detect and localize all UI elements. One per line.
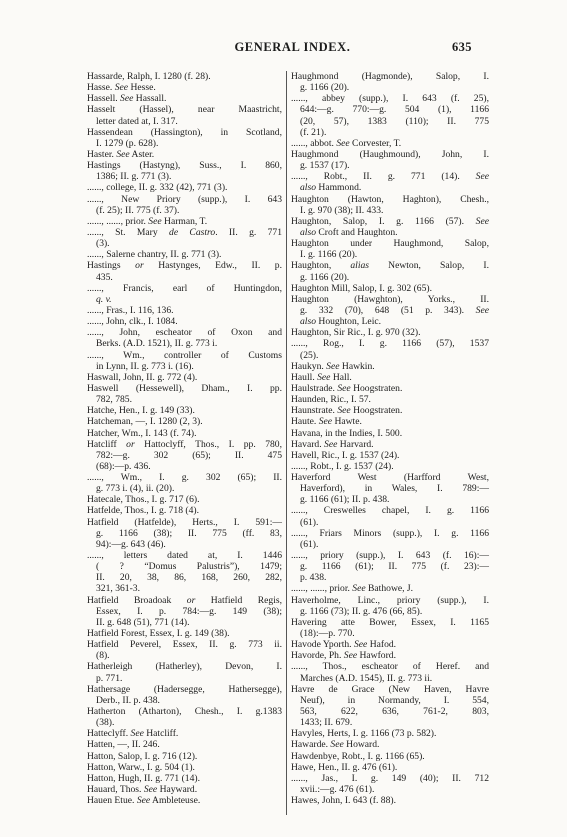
index-entry [291, 762, 489, 773]
index-entry-line: g. 1537 (17). [300, 160, 350, 172]
index-entry [87, 428, 282, 439]
index-entry-line: I. g. 970 (38); II. 433. [300, 204, 384, 216]
index-entry-line: also Houghton, Leic. [300, 316, 382, 328]
index-entry-line: (f. 25); II. 775 (f. 37). [96, 204, 180, 216]
index-entry [87, 505, 282, 516]
index-entry-line: Havering atte Bower, Essex, I. 1165 [291, 616, 489, 628]
index-entry [87, 494, 282, 505]
index-entry [291, 260, 489, 282]
index-entry [291, 751, 489, 762]
index-entry-line: Hatfield Broadoak or Hatfield Regis, [87, 594, 283, 606]
index-entry [291, 650, 489, 661]
index-entry [291, 93, 489, 138]
index-entry-line: Haughton, alias Newton, Salop, I. [291, 260, 489, 272]
index-entry-line: Hatherton (Atharton), Chesh., I. g.1383 [87, 706, 282, 718]
index-entry-line: Hatcheman, —, I. 1280 (2, 3). [87, 416, 203, 428]
index-column-left [87, 71, 282, 806]
index-entry-line: Haughton under Haughmond, Salop, [291, 238, 489, 250]
index-entry-line: Haverholme, Linc., priory (supp.), I. [291, 594, 489, 606]
index-entry [291, 405, 489, 416]
index-entry [87, 283, 282, 305]
index-entry-line: Haunstrate. See Hoogstraten. [291, 405, 403, 417]
index-entry [87, 350, 282, 372]
index-entry-line: Havode Yporth. See Hafod. [291, 639, 397, 651]
index-entry [87, 149, 282, 160]
index-entry-line: I. g. 1166 (20). [300, 249, 358, 261]
index-entry [87, 227, 282, 249]
index-entry-line: 1386; II. g. 771 (3). [96, 171, 172, 183]
index-entry-line: also Croft and Haughton. [300, 226, 398, 238]
index-entry-line: I. 1279 (p. 628). [96, 137, 159, 149]
index-entry-line: letter dated at, I. 317. [96, 115, 178, 127]
index-entry-line: ......, letters dated at, I. 1446 [87, 550, 282, 562]
index-entry [87, 93, 282, 104]
index-entry-line: ......, Friars Minors (supp.), I. g. 1166 [291, 527, 489, 539]
page-title: GENERAL INDEX. [234, 40, 351, 54]
index-entry-line: 435. [96, 271, 113, 283]
index-entry-line: Hassarde, Ralph, I. 1280 (f. 28). [87, 71, 211, 82]
index-entry [87, 82, 282, 93]
index-entry [291, 138, 489, 149]
index-entry-line: Haughton Mill, Salop, I. g. 302 (65). [291, 282, 432, 294]
index-entry [291, 684, 489, 729]
index-entry-line: Havana, in the Indies, I. 500. [291, 427, 403, 439]
index-entry-line: Haunden, Ric., I. 57. [291, 394, 371, 406]
index-entry-line: 94):—g. 643 (46). [96, 538, 166, 550]
index-entry-line: g. 1166 (20). [300, 82, 350, 94]
index-entry-line: g. 332 (70), 648 (51 p. 343). See [300, 304, 489, 316]
index-entry-line: Hatfield Forest, Essex, I. g. 149 (38). [87, 628, 230, 640]
index-entry-line: Hatfelde, Thos., I. g. 718 (4). [87, 505, 199, 517]
index-entry [291, 294, 489, 327]
index-entry [87, 784, 282, 795]
index-entry-line: Hastings (Hastyng), Suss., I. 860, [87, 160, 282, 172]
index-entry [291, 416, 489, 427]
index-entry-line: Hatton, Salop, I. g. 716 (12). [87, 750, 198, 762]
index-entry [291, 461, 489, 472]
index-entry-line: Hatcliff or Hattoclyff, Thos., I. pp. 780, [87, 438, 282, 450]
index-entry-line: Derb., II. p. 438. [96, 694, 160, 706]
index-entry [291, 739, 489, 750]
index-entry-line: ......, Wm., I. g. 302 (65); II. [87, 472, 282, 484]
index-entry [87, 728, 282, 739]
index-entry-line: (18):—p. 770. [300, 628, 355, 640]
index-entry-line: Haverford West (Harfford West, [291, 472, 489, 484]
index-entry-line: Havorde, Ph. See Hawford. [291, 650, 396, 662]
index-entry [291, 372, 489, 383]
index-entry-line: Haughmond (Hagmonde), Salop, I. [291, 71, 489, 82]
index-entry-line: Berks. (A.D. 1521), II. g. 773 i. [96, 338, 218, 350]
index-entry-line: (68):—p. 436. [96, 460, 151, 472]
index-entry [291, 394, 489, 405]
index-entry [87, 182, 282, 193]
index-entry [291, 171, 489, 193]
index-entry-line: g. 1166 (61); II. p. 438. [300, 494, 390, 506]
index-entry-line: Haull. See Hall. [291, 371, 352, 383]
index-entry-line: Hatche, Hen., I. g. 149 (33). [87, 405, 195, 417]
index-entry [87, 305, 282, 316]
index-entry-line: ......, college, II. g. 332 (42), 771 (3). [87, 182, 228, 194]
index-entry-line: Neuf), in Normandy, I. 554, [300, 694, 489, 706]
index-entry [87, 216, 282, 227]
index-entry-line: Hawe, Hen., II. g. 476 (61). [291, 761, 398, 773]
index-entry [87, 194, 282, 216]
index-entry [291, 238, 489, 260]
index-entry-line: also Hammond. [300, 182, 362, 194]
index-entry [87, 71, 282, 82]
index-entry [87, 405, 282, 416]
index-entry-line: ......, Creswelles chapel, I. g. 1166 [291, 505, 489, 517]
index-entry [291, 338, 489, 360]
index-entry [291, 450, 489, 461]
index-entry-line: Haughmond (Haughmound), John, I. [291, 148, 489, 160]
index-entry-line: 782, 785. [96, 394, 132, 406]
index-entry-line: Essex, I. p. 784:—g. 149 (38); [96, 605, 282, 617]
index-entry-line: 563, 622, 636, 761-2, 803, [300, 706, 489, 718]
index-entry-line: in Lynn, II. g. 773 i. (16). [96, 360, 194, 372]
index-entry [87, 762, 282, 773]
index-entry-line: p. 438. [300, 572, 327, 584]
page-number: 635 [452, 40, 472, 54]
index-entry-line: Haverford), in Wales, I. 789:— [300, 483, 489, 495]
index-entry-line: Hatecale, Thos., I. g. 717 (6). [87, 494, 200, 506]
index-entry-line: Hatton, Warw., I. g. 504 (1). [87, 761, 195, 773]
index-entry [87, 472, 282, 494]
index-entry-line: Hatcher, Wm., I. 143 (f. 74). [87, 427, 197, 439]
index-entry-line: Hawes, John, I. 643 (f. 88). [291, 795, 396, 807]
index-entry-line: ......, Jas., I. g. 149 (40); II. 712 [291, 772, 489, 784]
index-entry-line: Hatteclyff. See Hatcliff. [87, 728, 179, 740]
index-entry [291, 283, 489, 294]
index-entry [87, 260, 282, 282]
index-entry-line: ......, ......, prior. See Harman, T. [87, 215, 208, 227]
index-entry-line: Hawarde. See Howard. [291, 739, 380, 751]
running-head [0, 40, 567, 58]
index-entry [87, 517, 282, 550]
index-entry [291, 728, 489, 739]
index-entry-line: Haswall, John, II. g. 772 (4). [87, 371, 198, 383]
index-entry-line: 1433; II. 679. [300, 717, 353, 729]
index-entry-line: (3). [96, 238, 110, 250]
index-entry [291, 428, 489, 439]
index-entry-line: (38). [96, 717, 115, 729]
index-entry [291, 795, 489, 806]
index-entry-line: Haulstrade. See Hoogstraten. [291, 382, 403, 394]
index-entry-line: 321, 361-3. [96, 583, 140, 595]
index-entry-line: Hassendean (Hassington), in Scotland, [87, 126, 282, 138]
index-entry-line: q. v. [96, 293, 112, 305]
index-entry-line: (f. 21). [300, 126, 327, 138]
index-entry-line: ......, John, clk., I. 1084. [87, 316, 178, 328]
index-entry [291, 550, 489, 583]
index-entry-line: Hatfield (Hatfelde), Herts., I. 591:— [87, 516, 282, 528]
index-entry [87, 684, 282, 706]
index-entry [291, 327, 489, 338]
index-entry [291, 528, 489, 550]
index-entry-line: (8). [96, 650, 110, 662]
index-entry-line: Haughton, Salop, I. g. 1166 (57). See [291, 215, 489, 227]
index-entry [87, 661, 282, 683]
index-entry-line: ......, Salerne chantry, II. g. 771 (3). [87, 249, 222, 261]
index-entry-line: Hathersage (Hadersegge, Hathersegge), [87, 683, 282, 695]
index-entry-line: ......, Rog., I. g. 1166 (57), 1537 [291, 338, 489, 350]
index-entry-line: Hatton, Hugh, II. g. 771 (14). [87, 772, 200, 784]
index-entry-line: Haster. See Aster. [87, 148, 155, 160]
index-entry [87, 706, 282, 728]
index-entry [87, 739, 282, 750]
column-divider [286, 71, 287, 815]
index-entry-line: ......, Robt., II. g. 771 (14). See [291, 171, 489, 183]
index-entry [291, 194, 489, 216]
index-entry [87, 439, 282, 472]
index-entry [87, 127, 282, 149]
index-entry [291, 383, 489, 394]
index-entry-line: Hasse. See Hesse. [87, 82, 156, 94]
index-entry-line: Haughton (Hawton, Haghton), Chesh., [291, 193, 489, 205]
index-entry-line: g. 1166 (61); II. 775 (f. 23):— [300, 561, 489, 573]
index-entry-line: (25). [300, 349, 319, 361]
index-entry-line: g. 1166 (20). [300, 271, 350, 283]
index-entry [87, 550, 282, 595]
index-entry-line: Havyles, Herts, I. g. 1166 (73 p. 582). [291, 728, 437, 740]
index-entry-line: ......, New Priory (supp.), I. 643 [87, 193, 282, 205]
index-entry [291, 505, 489, 527]
index-entry [291, 661, 489, 683]
index-entry-line: Hatten, —, II. 246. [87, 739, 160, 751]
index-entry-line: ......, abbot. See Corvester, T. [291, 137, 402, 149]
index-entry [87, 372, 282, 383]
index-entry [291, 773, 489, 795]
index-entry [291, 595, 489, 617]
index-entry-line: ......, Fras., I. 116, 136. [87, 304, 174, 316]
index-entry [87, 249, 282, 260]
index-entry [291, 216, 489, 238]
index-entry [291, 439, 489, 450]
index-entry-line: Hassell. See Hassall. [87, 93, 167, 105]
index-entry-line: II. 20, 38, 86, 168, 260, 282, [96, 572, 282, 584]
index-entry [87, 639, 282, 661]
index-entry-line: ......, Thos., escheator of Heref. and [291, 661, 489, 673]
index-entry-line: ......, Francis, earl of Huntingdon, [87, 282, 282, 294]
index-entry-line: Marches (A.D. 1545), II. g. 773 ii. [300, 672, 433, 684]
index-entry [291, 361, 489, 372]
index-entry-line: Hastings or Hastynges, Edw., II. p. [87, 260, 282, 272]
index-entry-line: ......, John, escheator of Oxon and [87, 327, 282, 339]
index-entry-line: Haute. See Hawte. [291, 416, 362, 428]
index-entry [291, 639, 489, 650]
index-entry-line: ......, priory (supp.), I. 643 (f. 16):— [291, 550, 489, 562]
index-entry [87, 104, 282, 126]
index-entry-line: Hauard, Thos. See Hayward. [87, 784, 198, 795]
index-entry-line: Haukyn. See Hawkin. [291, 360, 375, 372]
index-entry [87, 628, 282, 639]
index-entry-line: Hasselt (Hassel), near Maastricht, [87, 104, 282, 116]
index-entry-line: (20, 57), 1383 (110); II. 775 [300, 115, 489, 127]
index-entry-line: ......, ......, prior. See Bathowe, J. [291, 583, 414, 595]
index-entry-line: (61). [300, 538, 319, 550]
index-entry [87, 795, 282, 806]
index-entry-line: Havre de Grace (New Haven, Havre [291, 683, 489, 695]
index-entry-line: Havard. See Harvard. [291, 438, 374, 450]
index-entry [87, 327, 282, 349]
index-entry-line: ......, Wm., controller of Customs [87, 349, 282, 361]
index-entry [291, 149, 489, 171]
index-entry-line: ......, abbey (supp.), I. 643 (f. 25), [291, 93, 489, 105]
index-entry-line: Hatherleigh (Hatherley), Devon, I. [87, 661, 282, 673]
index-entry [291, 617, 489, 639]
index-entry [87, 416, 282, 427]
index-entry-line: Hatfield Peverel, Essex, II. g. 773 ii. [87, 639, 282, 651]
index-entry-line: (61). [300, 516, 319, 528]
index-entry-line: 782:—g. 302 (65); II. 475 [96, 449, 282, 461]
index-entry-line: Hawdenbye, Robt., I. g. 1166 (65). [291, 750, 425, 762]
index-entry-line: 644:—g. 770:—g. 504 (1), 1166 [300, 104, 489, 116]
index-entry-line: xvii.:—g. 476 (61). [300, 784, 375, 795]
index-entry [291, 583, 489, 594]
index-entry [87, 595, 282, 628]
index-entry-line: g. 1166 (38); II. 775 (ff. 83, [96, 527, 282, 539]
index-entry [87, 383, 282, 405]
index-entry-line: ......, Robt., I. g. 1537 (24). [291, 460, 394, 472]
index-entry-line: Hauen Etue. See Ambleteuse. [87, 795, 201, 807]
index-entry [87, 316, 282, 327]
index-column-right [291, 71, 489, 806]
index-entry-line: p. 771. [96, 672, 123, 684]
index-entry-line: ......, St. Mary de Castro. II. g. 771 [87, 226, 282, 238]
index-entry [87, 751, 282, 762]
index-entry-line: Havell, Ric., I. g. 1537 (24). [291, 449, 400, 461]
index-entry [87, 773, 282, 784]
index-entry-line: g. 773 i. (4), ii. (20). [96, 483, 175, 495]
index-entry-line: Haughton (Hawghton), Yorks., II. [291, 293, 489, 305]
index-entry-line: g. 1166 (73); II. g. 476 (66, 85). [300, 605, 423, 617]
index-entry-line: ( ? “Domus Palustris”), 1479; [96, 561, 282, 573]
index-entry-line: II. g. 648 (51), 771 (14). [96, 616, 190, 628]
index-entry [291, 472, 489, 505]
index-entry [87, 160, 282, 182]
index-entry-line: Haswell (Hessewell), Dham., I. pp. [87, 382, 282, 394]
index-entry-line: Haughton, Sir Ric., I. g. 970 (32). [291, 327, 421, 339]
index-entry [291, 71, 489, 93]
